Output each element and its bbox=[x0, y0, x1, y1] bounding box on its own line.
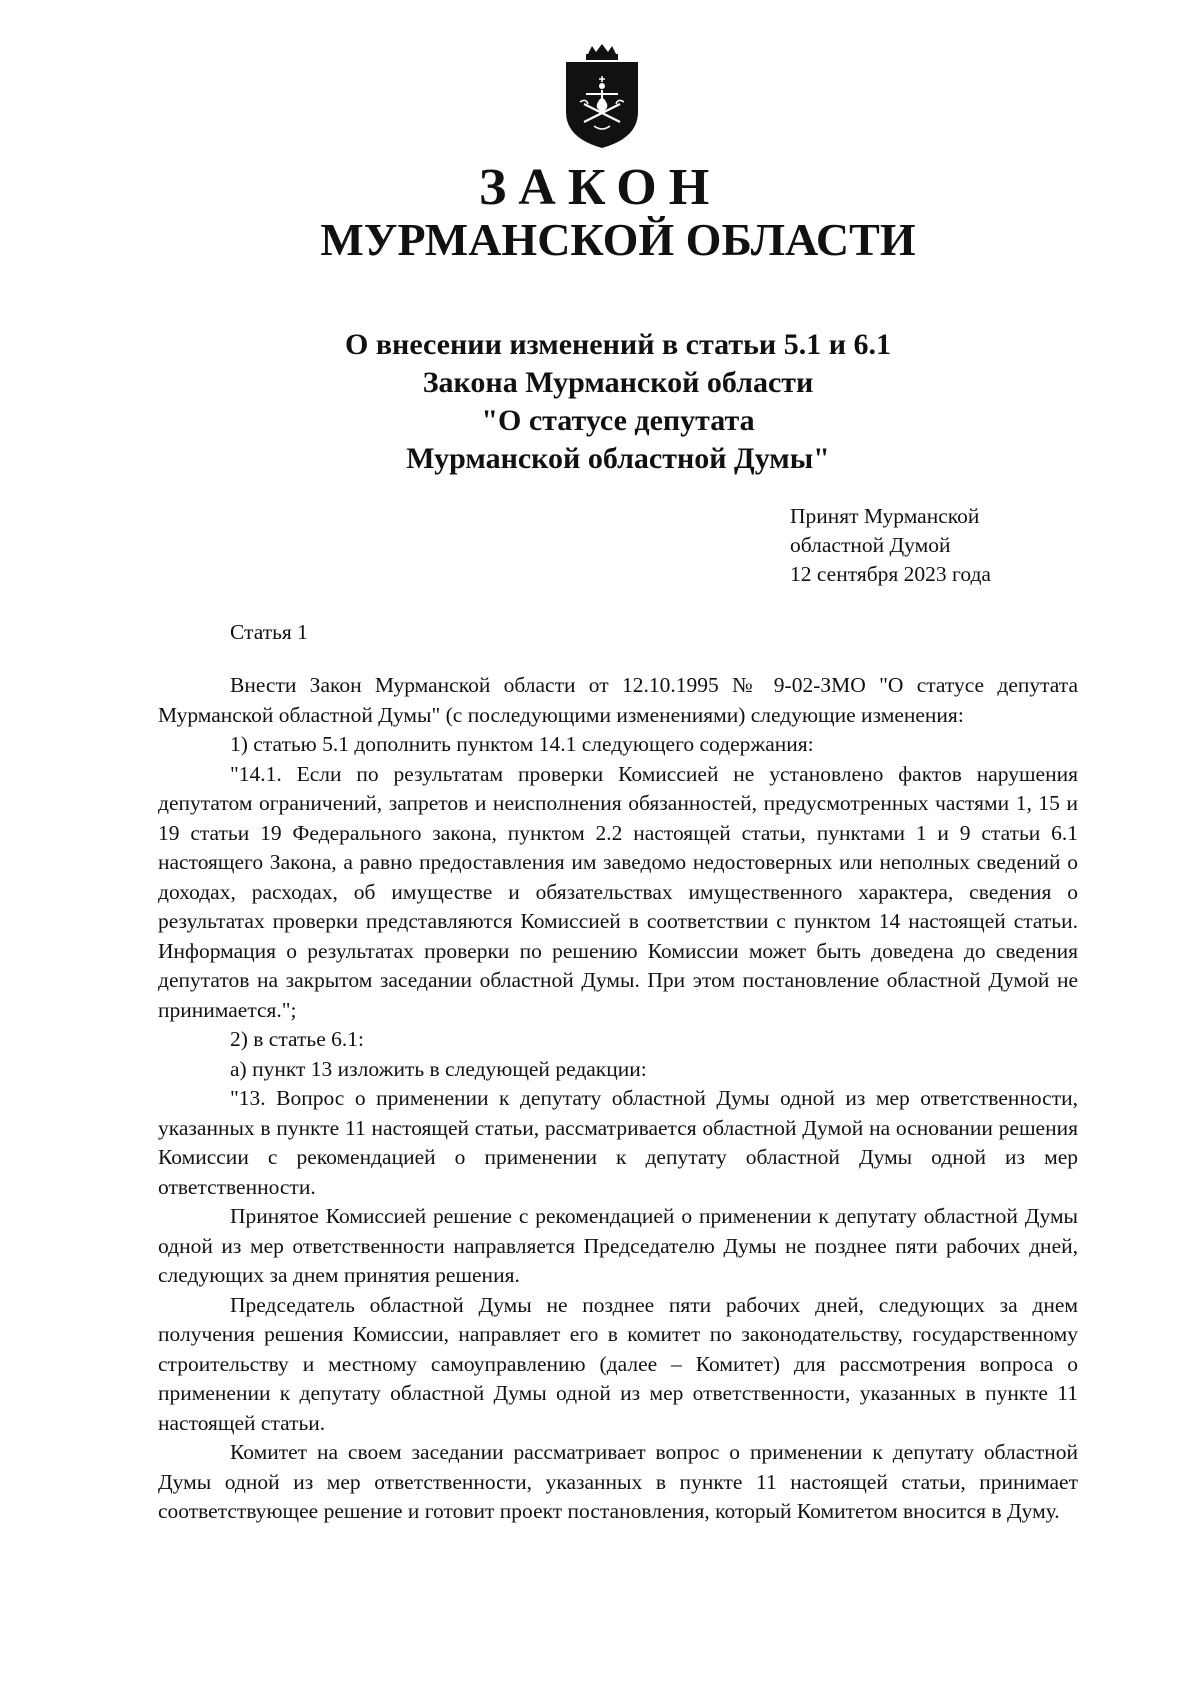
body-paragraph: Принятое Комиссией решение с рекомендацией о применении к депутату областной Думы одной из мер ответственности направляется Председателю Думы не позднее пяти рабочих дней, следующих за днем принятия решения. bbox=[158, 1204, 1078, 1287]
body-paragraph: 2) в статье 6.1: bbox=[230, 1027, 364, 1051]
subject-line: "О статусе депутата bbox=[481, 404, 755, 437]
subject-line: О внесении изменений в статьи 5.1 и 6.1 bbox=[345, 328, 891, 361]
body-paragraph: 1) статью 5.1 дополнить пунктом 14.1 следующего содержания: bbox=[230, 732, 814, 756]
adoption-line: Принят Мурманской bbox=[790, 504, 980, 528]
adoption-date: 12 сентября 2023 года bbox=[790, 562, 991, 586]
article-body bbox=[158, 671, 1078, 1527]
body-paragraph: Внести Закон Мурманской области от 12.10.1995 № 9-02-ЗМО "О статусе депутата Мурманской областной Думы" (с последующими изменениями) следующие изменения: bbox=[158, 673, 1078, 727]
body-paragraph: Комитет на своем заседании рассматривает вопрос о применении к депутату областной Думы одной из мер ответственности, указанных в пункте 11 настоящей статьи, принимает соответствующее решение и готовит проект постановления, который Комитетом вносится в Думу. bbox=[158, 1440, 1078, 1523]
coat-of-arms-emblem bbox=[558, 42, 646, 150]
adoption-note bbox=[790, 502, 991, 589]
subject-line: Мурманской областной Думы" bbox=[406, 442, 830, 475]
body-paragraph: "13. Вопрос о применении к депутату областной Думы одной из мер ответственности, указанных в пункте 11 настоящей статьи, рассматривается областной Думой на основании решения Комиссии с рекомендацией о применении к депутату областной Думы одной из мер ответственности. bbox=[158, 1086, 1078, 1199]
body-paragraph: а) пункт 13 изложить в следующей редакции: bbox=[230, 1056, 647, 1081]
subject-line: Закона Мурманской области bbox=[422, 366, 814, 399]
law-subject-title bbox=[0, 326, 1200, 478]
law-title: ЗАКОН bbox=[478, 159, 722, 216]
body-paragraph: "14.1. Если по результатам проверки Комиссией не установлено фактов нарушения депутатом ограничений, запретов и неисполнения обязанностей, предусмотренных частями 1, 15 и 19 статьи 19 Федерального закона, пунктом 2.2 настоящей статьи, пунктами 1 и 9 статьи 6.1 настоящего Закона, а равно предоставления им заведомо недостоверных или неполных сведений о доходах, расходах, об имуществе и обязательствах имущественного характера, сведения о результатах проверки представляются Комиссией в соответствии с пунктом 14 настоящей статьи. Информация о результатах проверки по решению Комиссии может быть доведена до сведения депутатов на закрытом заседании областной Думы. При этом постановление областной Думой не принимается."; bbox=[158, 761, 1078, 1022]
body-paragraph: Председатель областной Думы не позднее пяти рабочих дней, следующих за днем получения решения Комиссии, направляет его в комитет по законодательству, государственному строительству и местному самоуправлению (далее – Комитет) для рассмотрения вопроса о применении к депутату областной Думы одной из мер ответственности, указанных в пункте 11 настоящей статьи. bbox=[158, 1292, 1078, 1435]
adoption-line: областной Думой bbox=[790, 533, 951, 557]
region-title: МУРМАНСКОЙ ОБЛАСТИ bbox=[320, 214, 916, 265]
article-heading: Статья 1 bbox=[230, 620, 308, 644]
